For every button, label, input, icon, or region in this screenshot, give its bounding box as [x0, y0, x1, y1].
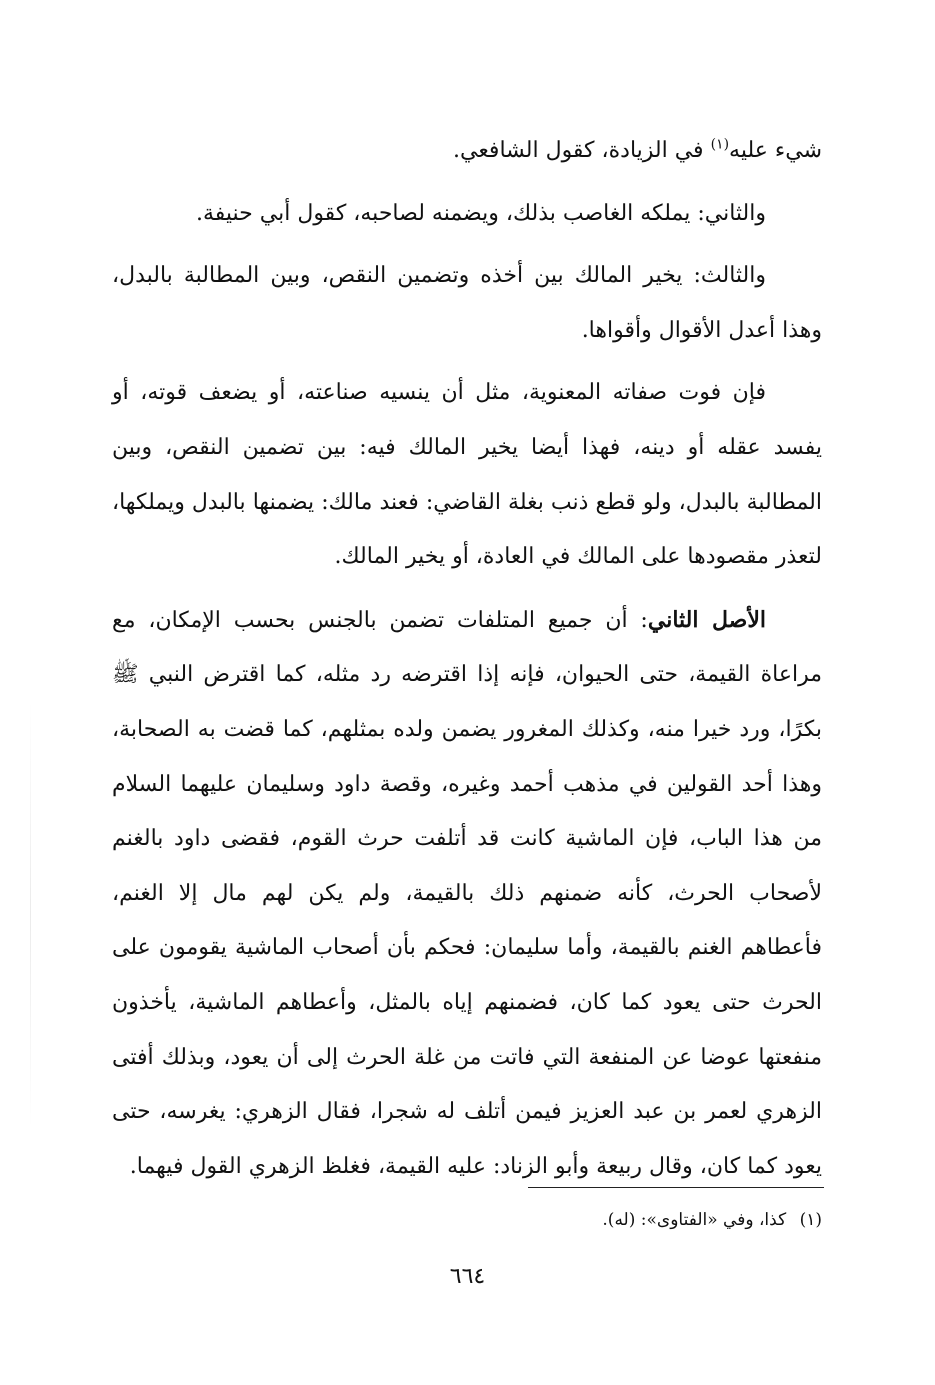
body-text	[112, 124, 822, 1194]
paragraph-1-start: شيء عليه	[729, 138, 822, 163]
footnote	[112, 1206, 822, 1234]
paragraph-4: فإن فوت صفاته المعنوية، مثل أن ينسيه صناعته، أو يضعف قوته، أو يفسد عقله أو دينه، فهذا أيضا يخير المالك فيه: بين تضمين النقص، وبين المطالبة بالبدل، ولو قطع ذنب بغلة القاضي: فعند مالك: يضمنها بالبدل ويملكها، لتعذر مقصودها على المالك في العادة، أو يخير المالك.	[112, 380, 822, 570]
paragraph-3: والثالث: يخير المالك بين أخذه وتضمين النقص، وبين المطالبة بالبدل، وهذا أعدل الأقوال وأقواها.	[112, 263, 822, 343]
paragraph-5	[112, 593, 822, 1195]
paragraph-1-end: في الزيادة، كقول الشافعي.	[452, 138, 711, 163]
page-number: ٦٦٤	[449, 1264, 486, 1289]
paragraph-2: والثاني: يملكه الغاصب بذلك، ويضمنه لصاحبه، كقول أبي حنيفة.	[195, 200, 766, 226]
scan-shadow	[30, 700, 31, 1130]
paragraph-5-text: : أن جميع المتلفات تضمن بالجنس بحسب الإمكان، مع مراعاة القيمة، حتى الحيوان، فإنه إذا اقترضه رد مثله، كما اقترض النبي ﷺ بكرًا، ورد خيرا منه، وكذلك المغرور يضمن ولده بمثلهم، كما قضت به الصحابة، وهذا أحد القولين في مذهب أحمد وغيره، وقصة داود وسليمان عليهما السلام من هذا الباب، فإن الماشية كانت قد أتلفت حرث القوم، فقضى داود بالغنم لأصحاب الحرث، كأنه ضمنهم ذلك بالقيمة، ولم يكن لهم مال إلا الغنم، فأعطاهم الغنم بالقيمة، وأما سليمان: فحكم بأن أصحاب الماشية يقومون على الحرث حتى يعود كما كان، فضمنهم إياه بالمثل، وأعطاهم الماشية، يأخذون منفعتها عوضا عن المنفعة التي فاتت من غلة الحرث إلى أن يعود، وبذلك أفتى الزهري لعمر بن عبد العزيز فيمن أتلف له شجرا، فقال الزهري: يغرسه، حتى يعود كما كان، وقال ربيعة وأبو الزناد: عليه القيمة، فغلظ الزهري القول فيهما.	[112, 607, 822, 1179]
footnote-reference[interactable]: (١)	[710, 136, 730, 153]
section-heading-term: الأصل الثاني	[647, 606, 766, 633]
paragraph-1	[112, 124, 822, 179]
footnote-number: (١)	[799, 1210, 822, 1230]
footnote-divider	[528, 1187, 824, 1188]
footnote-text: كذا، وفي «الفتاوى»: (له).	[602, 1210, 787, 1230]
